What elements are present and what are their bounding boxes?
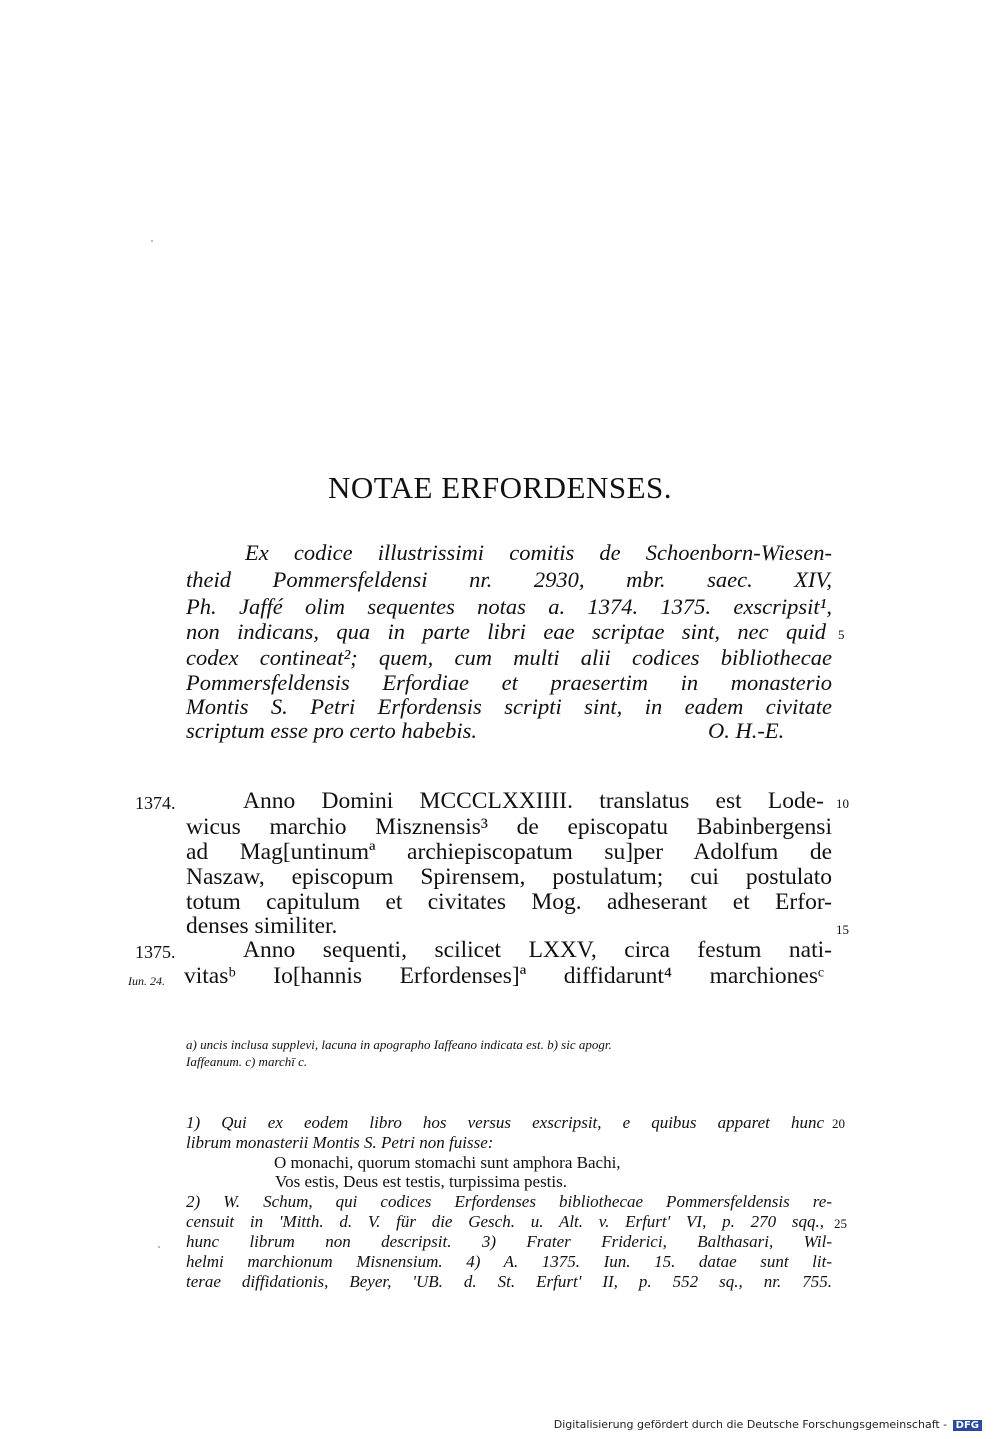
annal-line-7: Anno sequenti, scilicet LXXV, circa festum nati- xyxy=(243,937,832,963)
line-number-10: 10 xyxy=(836,796,849,811)
annal-line-4: Naszaw, episcopum Spirensem, postulatum; cui postulato xyxy=(186,864,832,890)
footnote-2-line-4: helmi marchionum Misnensium. 4) A. 1375. Iun. 15. datae sunt lit- xyxy=(186,1252,832,1271)
digitization-footer xyxy=(554,1418,982,1431)
annal-line-8: vitasᵇ Io[hannis Erfordenses]ª diffidarunt⁴ marchionesᶜ xyxy=(184,963,824,989)
annal-line-5: totum capitulum et civitates Mog. adheserant et Erfor- xyxy=(186,889,832,915)
year-1374: 1374. xyxy=(135,793,176,813)
scan-speck xyxy=(151,240,153,242)
marginal-date: Iun. 24. xyxy=(128,974,165,988)
footnote-2-line-5: terae diffidationis, Beyer, 'UB. d. St. Erfurt' II, p. 552 sq., nr. 755. xyxy=(186,1272,832,1291)
year-1375: 1375. xyxy=(135,942,176,962)
line-number-25: 25 xyxy=(834,1216,847,1231)
poem-line-1: O monachi, quorum stomachi sunt amphora Bachi, xyxy=(274,1153,621,1172)
line-number-20: 20 xyxy=(832,1116,845,1131)
intro-line-2: theid Pommersfeldensi nr. 2930, mbr. saec. XIV, xyxy=(186,567,832,592)
footnote-1-line-2: librum monasterii Montis S. Petri non fuisse: xyxy=(186,1133,494,1152)
dfg-logo: DFG xyxy=(953,1420,982,1431)
footer-text: Digitalisierung gefördert durch die Deutsche Forschungsgemeinschaft - xyxy=(553,1418,948,1431)
intro-line-3: Ph. Jaffé olim sequentes notas a. 1374. 1375. exscripsit¹, xyxy=(186,594,832,619)
annal-line-2: wicus marchio Misznensis³ de episcopatu Babinbergensi xyxy=(186,814,832,840)
scan-speck xyxy=(158,1246,160,1248)
intro-line-1: Ex codice illustrissimi comitis de Schoenborn-Wiesen- xyxy=(245,540,832,565)
annal-line-6: denses similiter. xyxy=(186,913,338,939)
page-title: NOTAE ERFORDENSES. xyxy=(327,470,673,505)
poem-line-2: Vos estis, Deus est testis, turpissima pestis. xyxy=(275,1172,567,1191)
intro-line-8: scriptum esse pro certo habebis. xyxy=(186,718,478,743)
annal-line-1: Anno Domini MCCCLXXIIII. translatus est Lode- xyxy=(243,788,824,814)
variant-note-line-1: a) uncis inclusa supplevi, lacuna in apographo Iaffeano indicata est. b) sic apogr. xyxy=(186,1037,612,1052)
editor-initials: O. H.-E. xyxy=(708,718,785,743)
intro-line-7: Montis S. Petri Erfordensis scripti sint, in eadem civitate xyxy=(186,694,832,719)
footnote-1-line-1: 1) Qui ex eodem libro hos versus exscripsit, e quibus apparet hunc xyxy=(186,1113,824,1132)
footnote-2-line-1: 2) W. Schum, qui codices Erfordenses bibliothecae Pommersfeldensis re- xyxy=(186,1192,832,1211)
line-number-5: 5 xyxy=(838,627,845,642)
footnote-2-line-3: hunc librum non descripsit. 3) Frater Friderici, Balthasari, Wil- xyxy=(186,1232,832,1251)
intro-line-4: non indicans, qua in parte libri eae scriptae sint, nec quid xyxy=(186,619,826,644)
annal-line-3: ad Mag[untinumª archiepiscopatum su]per Adolfum de xyxy=(186,839,832,865)
footnote-2-line-2: censuit in 'Mitth. d. V. für die Gesch. u. Alt. v. Erfurt' VI, p. 270 sqq., xyxy=(186,1212,824,1231)
variant-note-line-2: Iaffeanum. c) marchī c. xyxy=(186,1054,308,1069)
intro-line-6: Pommersfeldensis Erfordiae et praesertim in monasterio xyxy=(186,670,832,695)
intro-line-5: codex contineat²; quem, cum multi alii codices bibliothecae xyxy=(186,645,832,670)
line-number-15: 15 xyxy=(836,922,849,937)
